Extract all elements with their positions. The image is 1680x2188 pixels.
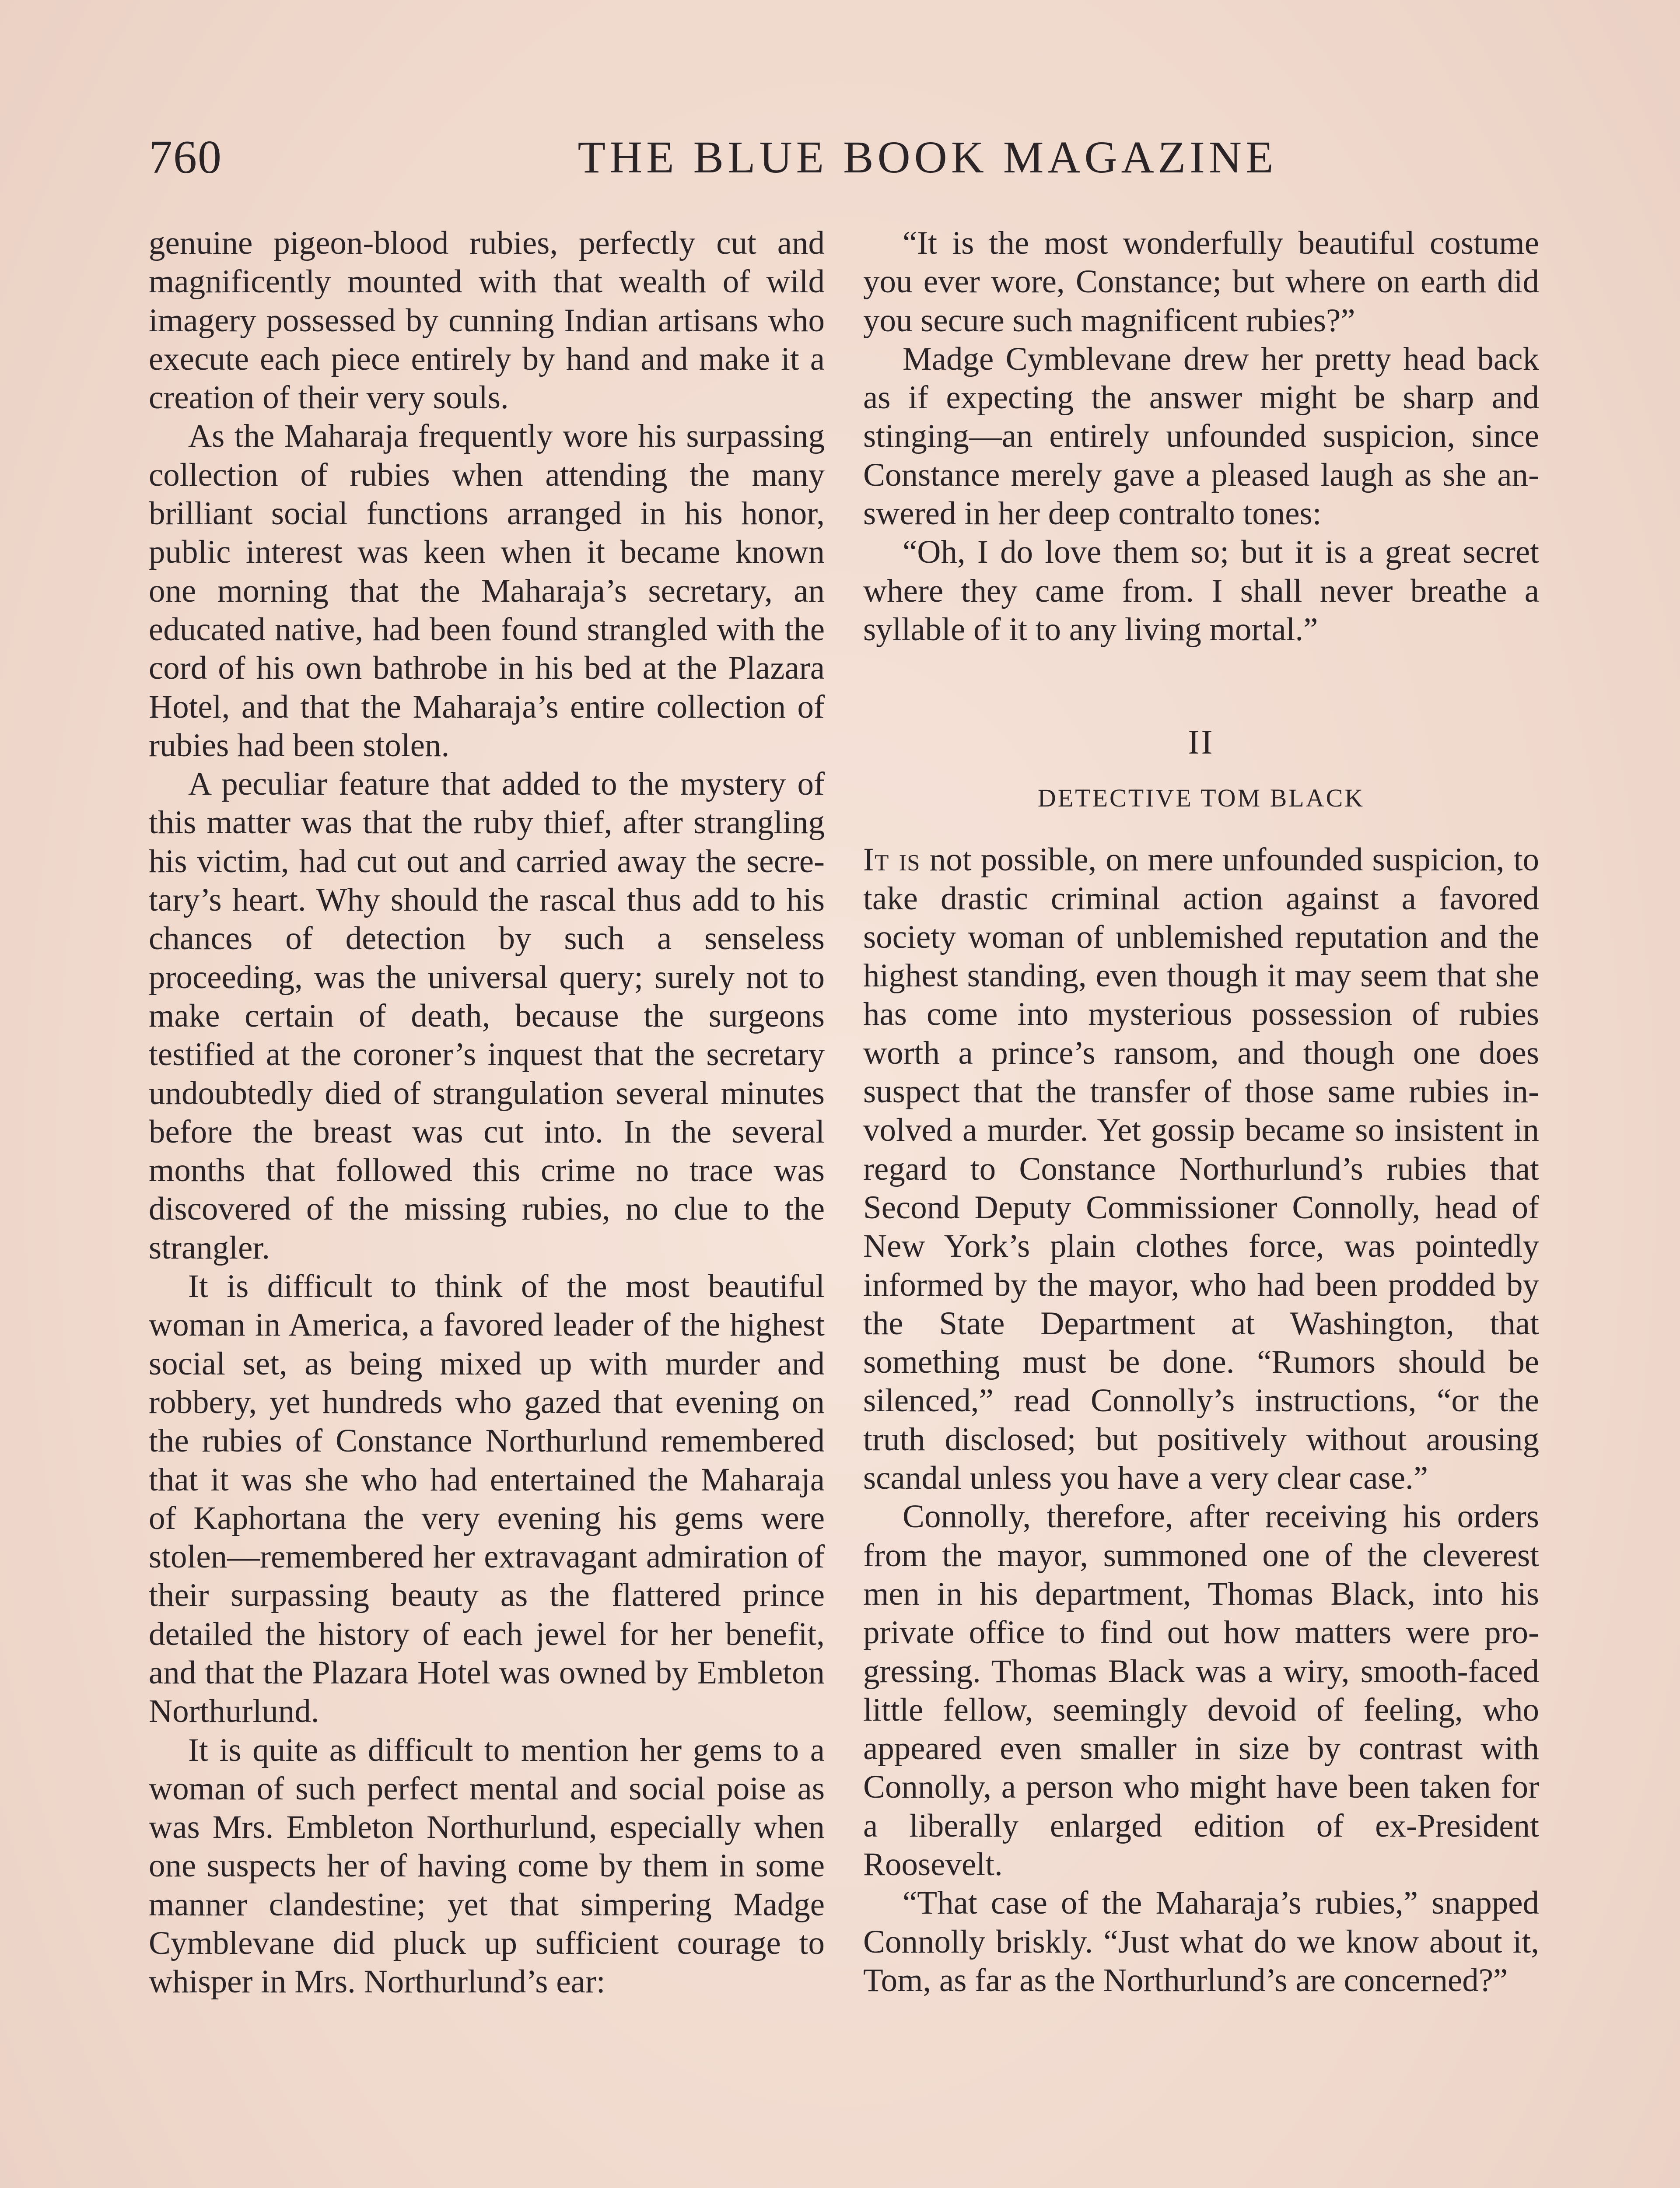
paragraph: It is difficult to think of the most beautiful woman in America, a favored leader of the highest social set, as being mixed up with murder and robbery, yet hundreds who gazed that evening on the rubies of Constance Northurlund remembered that it was she who had entertained the Maharaja of Kaphortana the very evening his gems were stolen—remembered her extravagant admiration of their surpassing beauty as the flattered prince detailed the history of each jewel for her benefit, and that the Plazara Hotel was owned by Embleton Northurlund.	[149, 1268, 825, 1730]
paragraph: As the Maharaja frequently wore his surpassing collection of rubies when attending the many brilliant social functions arranged in his honor, public interest was keen when it became known one morning that the Maharaja’s secretary, an educated native, had been found strangled with the cord of his own bathrobe in his bed at the Plazara Hotel, and that the Maharaja’s entire collection of rubies had been stolen.	[149, 418, 825, 764]
paragraph: “Oh, I do love them so; but it is a great secret where they came from. I shall never breathe a syllable of it to any living mortal.”	[863, 534, 1539, 648]
section-lead-in: It is	[863, 842, 920, 878]
paragraph: Madge Cymblevane drew her pretty head back as if expecting the answer might be sharp and stinging—an entirely unfounded suspicion, since Constance merely gave a pleased laugh as she answered in her deep contralto tones:	[863, 340, 1539, 532]
page-number: 760	[149, 131, 222, 183]
paragraph: “It is the most wonderfully beautiful costume you ever wore, Constance; but where on earth did you secure such magnificent rubies?”	[863, 225, 1539, 339]
section-title: DETECTIVE TOM BLACK	[1037, 784, 1365, 813]
paragraph: genuine pigeon-blood rubies, perfectly cut and magnificently mounted with that wealth of wild imagery possessed by cunning Indian artisans who execute each piece entirely by hand and make it a creation of their very souls.	[149, 225, 825, 416]
section-first-paragraph	[863, 841, 1539, 1497]
section-number: II	[1188, 723, 1214, 761]
section-first-paragraph-text: not possible, on mere unfounded suspicion, to take drastic criminal action against a favored society woman of unblemished reputation and the highest standing, even though it may seem that she has come into mysterious possession of rubies worth a prince’s ransom, and though one does suspect that the transfer of those same rubies involved a murder. Yet gossip became so insistent in regard to Constance Northurlund’s rubies that Second Deputy Commissioner Connolly, head of New York’s plain clothes force, was pointedly informed by the mayor, who had been prodded by the State Department at Washington, that something must be done. “Rumors should be silenced,” read Connolly’s instructions, “or the truth disclosed; but positively without arousing scandal unless you have a very clear case.”	[863, 842, 1539, 1497]
paragraph: Connolly, therefore, after receiving his orders from the mayor, summoned one of the cleverest men in his department, Thomas Black, into his private office to find out how matters were progressing. Thomas Black was a wiry, smooth-faced little fellow, seemingly devoid of feeling, who appeared even smaller in size by contrast with Connolly, a person who might have been taken for a liberally enlarged edition of ex-President Roosevelt.	[863, 1498, 1539, 1883]
paragraph: “That case of the Maharaja’s rubies,” snapped Connolly briskly. “Just what do we know about it, Tom, as far as the Northurlund’s are concerned?”	[863, 1885, 1539, 1999]
magazine-title: THE BLUE BOOK MAGAZINE	[578, 132, 1278, 182]
right-column	[863, 224, 1539, 2000]
page-header	[149, 127, 1549, 188]
paragraph: It is quite as difficult to mention her gems to a woman of such perfect mental and social poise as was Mrs. Embleton Northurlund, especially when one suspects her of having come by them in some manner clandestine; yet that simpering Madge Cymblevane did pluck up sufficient courage to whisper in Mrs. Northurlund’s ear:	[149, 1732, 825, 2000]
left-column	[149, 224, 825, 2002]
paragraph: A peculiar feature that added to the mystery of this matter was that the ruby thief, after strangling his victim, had cut out and carried away the secretary’s heart. Why should the rascal thus add to his chances of detection by such a senseless proceeding, was the universal query; surely not to make certain of death, because the surgeons testified at the coroner’s inquest that the secretary undoubtedly died of strangulation several minutes before the breast was cut into. In the several months that followed this crime no trace was discovered of the missing rubies, no clue to the strangler.	[149, 766, 825, 1266]
